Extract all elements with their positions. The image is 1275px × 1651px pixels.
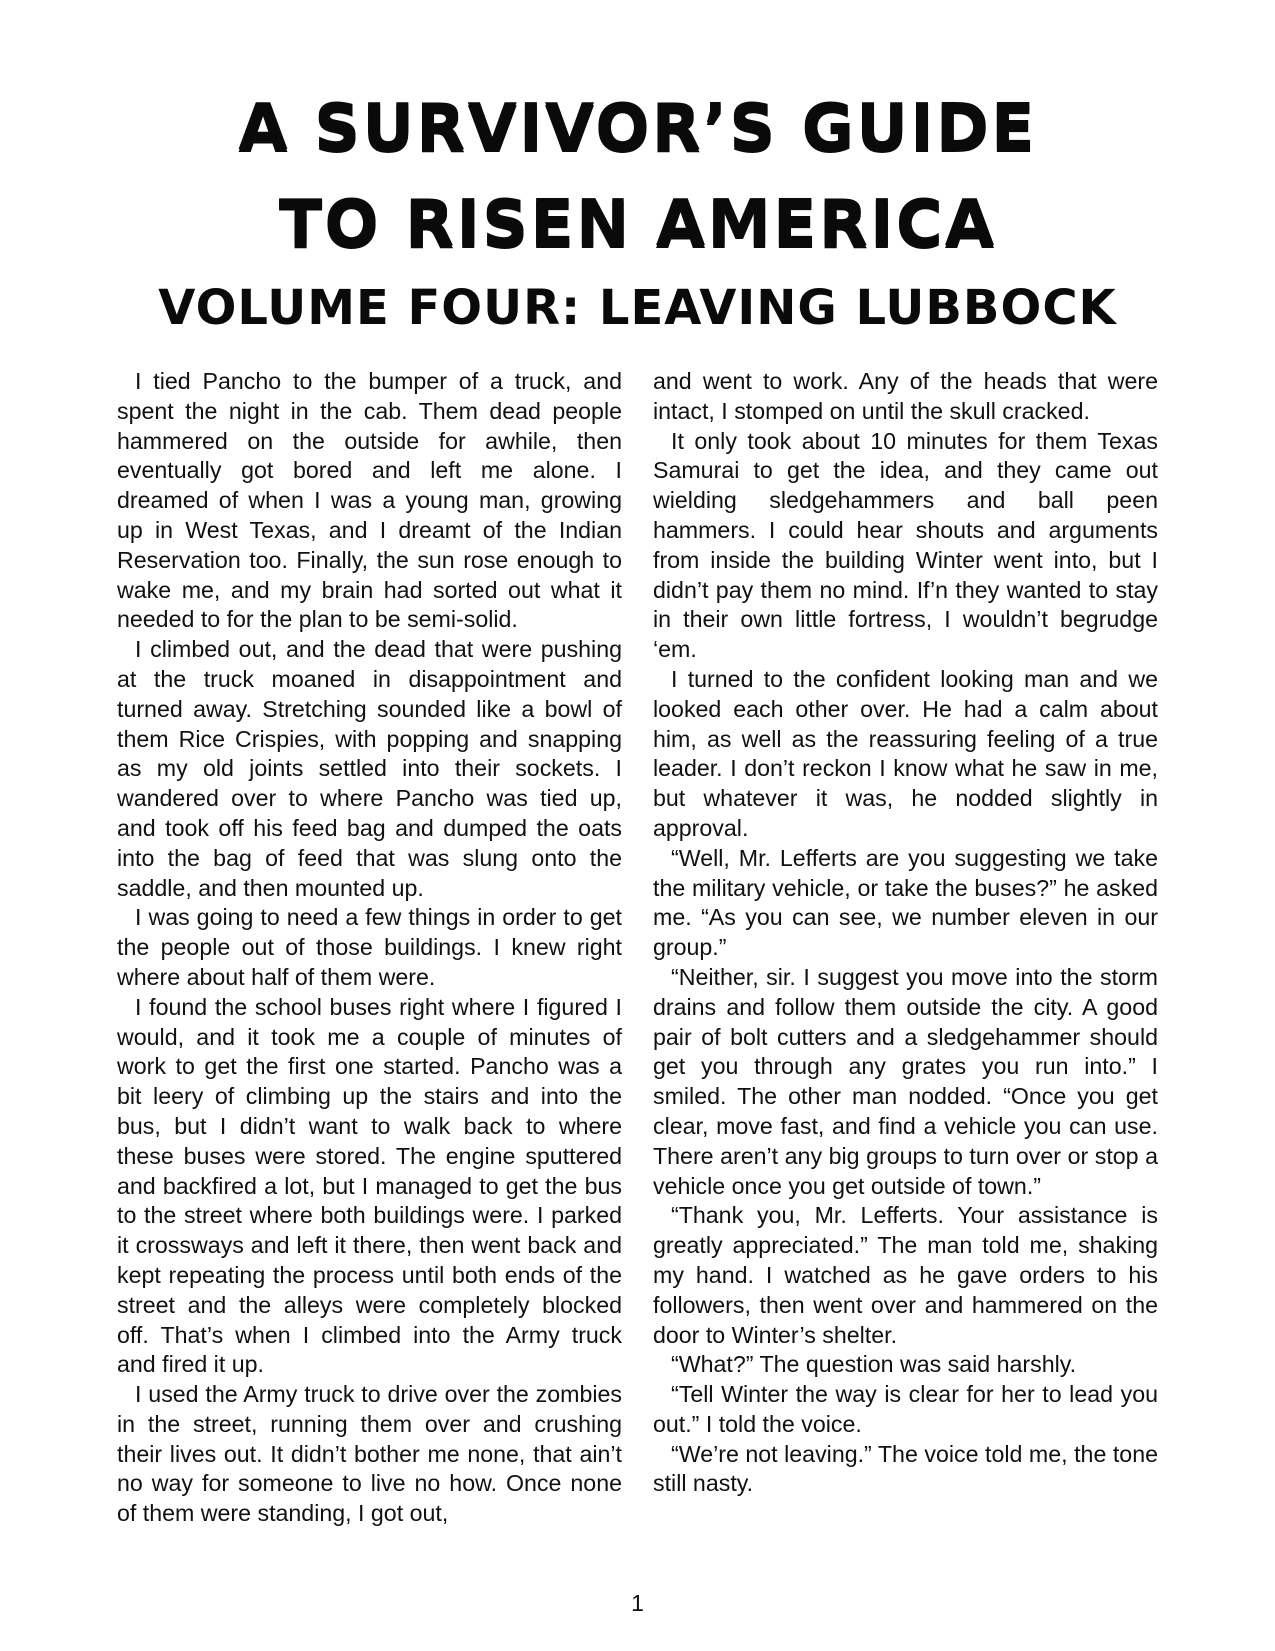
paragraph: I found the school buses right where I figured I would, and it took me a couple of minutes of work to get the first one started. Pancho was a bit leery of climbing up the stairs and into the bus, but I didn’t want to walk back to where these buses were stored. The engine sputtered and backfired a lot, but I managed to get the bus to the street where both buildings were. I parked it crossways and left it there, then went back and kept repeating the process until both ends of the street and the alleys were completely blocked off. That’s when I climbed into the Army truck and fired it up. (117, 993, 622, 1378)
paragraph: “What?” The question was said harshly. (671, 1351, 1077, 1378)
paragraph: I turned to the confident looking man and we looked each other over. He had a calm about him, as well as the reassuring feeling of a true leader. I don’t reckon I know what he saw in me, but whatever it was, he nodded slightly in approval. (653, 665, 1158, 841)
paragraph: “We’re not leaving.” The voice told me, the tone still nasty. (653, 1440, 1158, 1497)
page-number: 1 (631, 1590, 644, 1616)
paragraph: “Thank you, Mr. Lefferts. Your assistance is greatly appreciated.” The man told me, shaking my hand. I watched as he gave orders to his followers, then went over and hammered on the door to Winter’s shelter. (653, 1202, 1158, 1348)
paragraph: I tied Pancho to the bumper of a truck, and spent the night in the cab. Them dead people hammered on the outside for awhile, then eventually got bored and left me alone. I dreamed of when I was a young man, growing up in West Texas, and I dreamt of the Indian Reservation too. Finally, the sun rose enough to wake me, and my brain had sorted out what it needed to for the plan to be semi-solid. (117, 368, 622, 633)
paragraph: “Neither, sir. I suggest you move into the storm drains and follow them outside the city. A good pair of bolt cutters and a sledgehammer should get you through any grates you run into.” I smiled. The other man nodded. “Once you get clear, move fast, and find a vehicle you can use. There aren’t any big groups to turn over or stop a vehicle once you get outside of town.” (653, 963, 1158, 1199)
paragraph: “Well, Mr. Lefferts are you suggesting we take the military vehicle, or take the buses?” he asked me. “As you can see, we number eleven in our group.” (653, 844, 1158, 961)
paragraph: I used the Army truck to drive over the zombies in the street, running them over and crushing their lives out. It didn’t bother me none, that ain’t no way for someone to live no how. Once none of them were standing, I got out, (117, 1381, 622, 1527)
book-title-line-2: TO RISEN AMERICA (278, 187, 997, 261)
paragraph: It only took about 10 minutes for them Texas Samurai to get the idea, and they came out wielding sledgehammers and ball peen hammers. I could hear shouts and arguments from inside the building Winter went into, but I didn’t pay them no mind. If’n they wanted to stay in their own little fortress, I wouldn’t begrudge ‘em. (653, 427, 1158, 663)
volume-subtitle: VOLUME FOUR: LEAVING LUBBOCK (158, 280, 1117, 336)
body-columns (117, 367, 1158, 1527)
book-title-line-1: A SURVIVOR’S GUIDE (238, 91, 1037, 165)
paragraph-continuation: and went to work. Any of the heads that were intact, I stomped on until the skull cracked. (653, 368, 1158, 424)
paragraph: I was going to need a few things in order to get the people out of those buildings. I knew right where about half of them were. (117, 904, 622, 990)
title-block (0, 80, 1275, 340)
paragraph: I climbed out, and the dead that were pushing at the truck moaned in disappointment and turned away. Stretching sounded like a bowl of them Rice Crispies, with popping and snapping as my old joints settled into their sockets. I wandered over to where Pancho was tied up, and took off his feed bag and dumped the oats into the bag of feed that was slung onto the saddle, and then mounted up. (117, 636, 622, 901)
paragraph: “Tell Winter the way is clear for her to lead you out.” I told the voice. (653, 1381, 1158, 1437)
right-column (653, 367, 1158, 1517)
left-column (117, 367, 622, 1527)
